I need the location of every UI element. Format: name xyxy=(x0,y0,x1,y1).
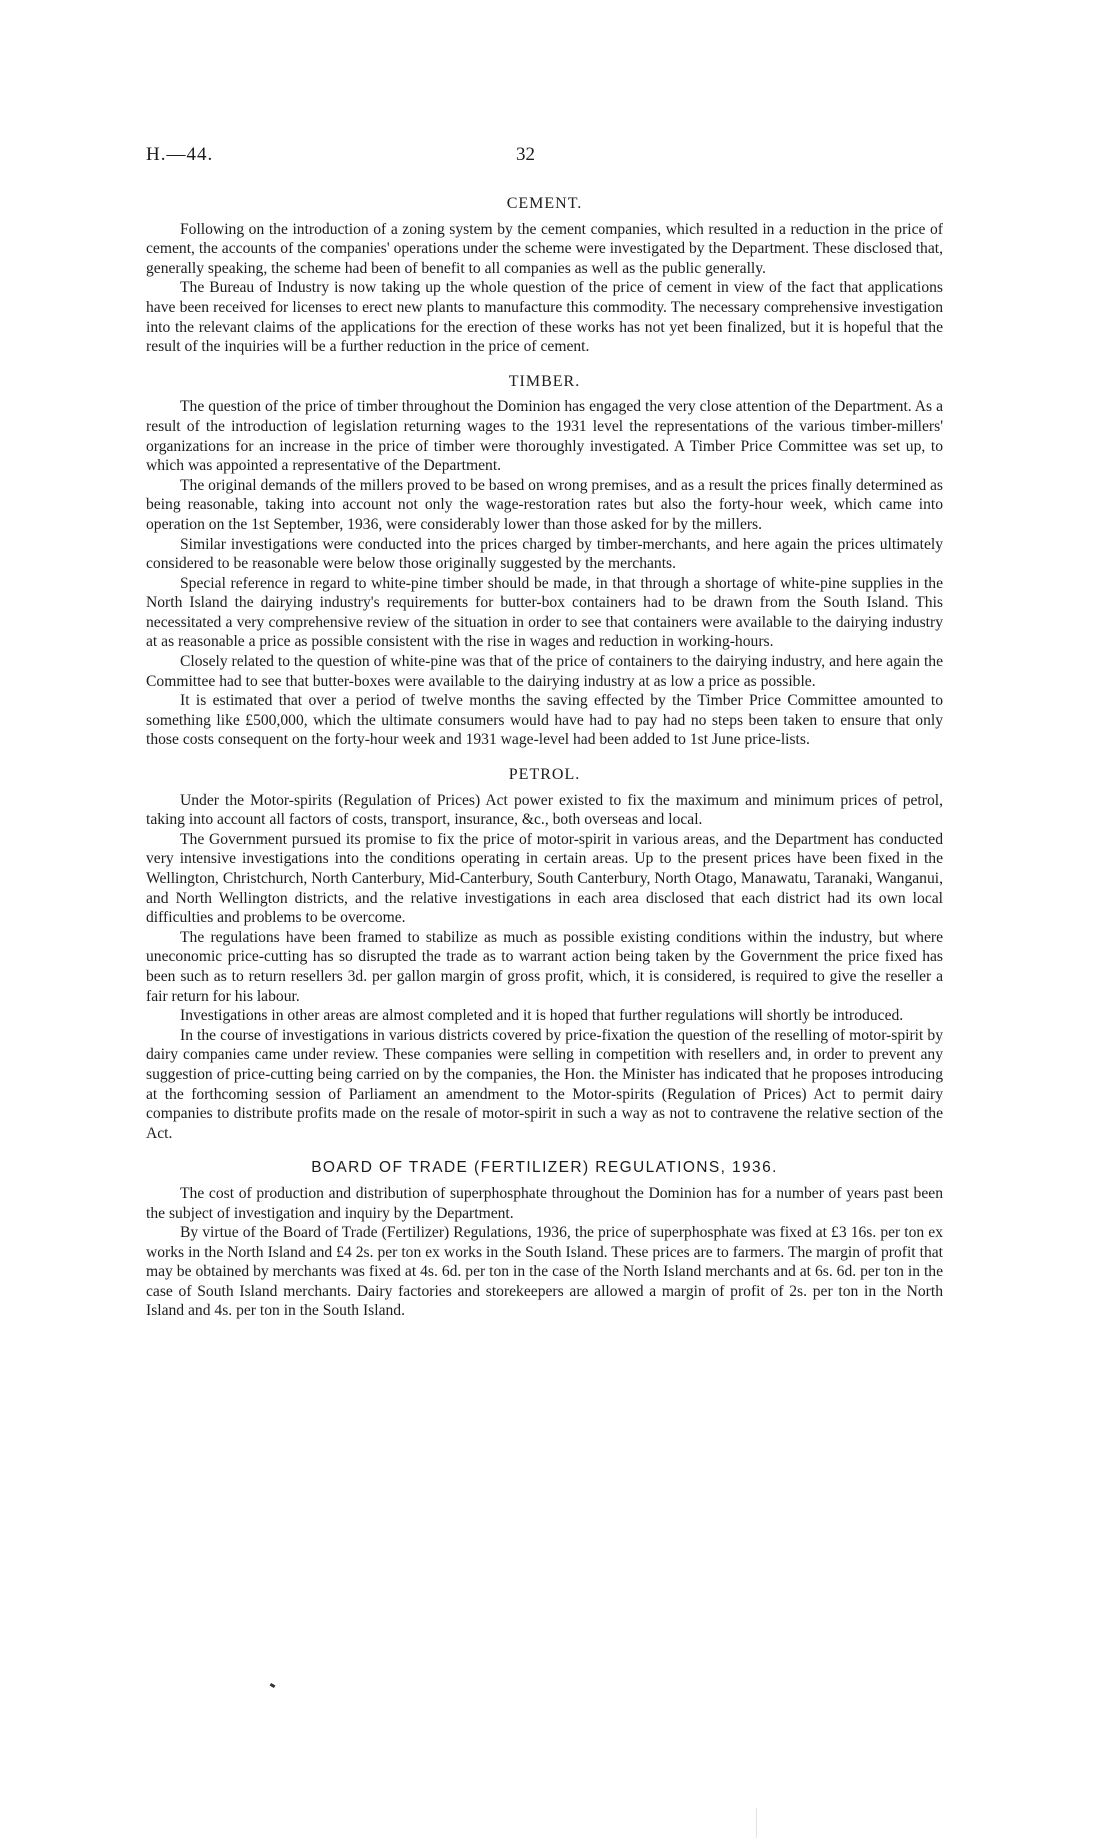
section-timber xyxy=(146,372,943,750)
paragraph: The cost of production and distribution of superphosphate throughout the Dominion has for a number of years past been the subject of investigation and inquiry by the Department. xyxy=(146,1184,943,1222)
paragraph: The Bureau of Industry is now taking up the whole question of the price of cement in view of the fact that applications have been received for licenses to erect new plants to manufacture this commodity. The necessary comprehensive investigation into the relevant claims of the applications for the erection of these works has not yet been finalized, but it is hopeful that the result of the inquiries will be a further reduction in the price of cement. xyxy=(146,279,943,356)
paragraph: Following on the introduction of a zoning system by the cement companies, which resulted in a reduction in the price of cement, the accounts of the companies' operations under the scheme were investigated by the Department. These disclosed that, generally speaking, the scheme had been of benefit to all companies as well as the public generally. xyxy=(146,220,943,277)
paragraph: The question of the price of timber throughout the Dominion has engaged the very close attention of the Department. As a result of the introduction of legislation returning wages to the 1931 level the representations of the various timber-millers' organizations for an increase in the price of timber were thoroughly investigated. A Timber Price Committee was set up, to which was appointed a representative of the Department. xyxy=(146,398,943,475)
paragraph: Closely related to the question of white-pine was that of the price of containers to the dairying industry, and here again the Committee had to see that butter-boxes were available to the dairying industry at as low a price as possible. xyxy=(146,653,943,690)
paragraph: The original demands of the millers proved to be based on wrong premises, and as a result the prices finally determined as being reasonable, taking into account not only the wage-restoration rates but also the forty-hour week, which came into operation on the 1st September, 1936, were considerably lower than those asked for by the millers. xyxy=(146,476,944,533)
paragraph: By virtue of the Board of Trade (Fertilizer) Regulations, 1936, the price of superphosphate was fixed at £3 16s. per ton ex works in the North Island and £4 2s. per ton ex works in the South Island. These prices are to farmers. The margin of profit that may be obtained by merchants was fixed at 4s. 6d. per ton in the case of the North Island merchants and at 6s. 6d. per ton in the case of South Island merchants. Dairy factories and storekeepers are allowed a margin of profit of 2s. per ton in the North Island and 4s. per ton in the South Island. xyxy=(146,1224,943,1320)
paragraph: Under the Motor-spirits (Regulation of Prices) Act power existed to fix the maximum and minimum prices of petrol, taking into account all factors of costs, transport, insurance, &c., both overseas and local. xyxy=(146,791,943,829)
scan-artifact-line xyxy=(756,1808,757,1838)
ink-speck xyxy=(270,1683,276,1688)
section-title: PETROL. xyxy=(508,766,581,784)
section-cement xyxy=(146,194,943,357)
paragraph: Special reference in regard to white-pine timber should be made, in that through a shortage of white-pine supplies in the North Island the dairying industry's requirements for butter-box containers had to be drawn from the South Island. This necessitated a very comprehensive review of the situation in order to see that containers were available to the dairying industry at as reasonable a price as possible consistent with the rise in wages and reduction in working-hours. xyxy=(146,574,943,651)
paragraph: Similar investigations were conducted into the prices charged by timber-merchants, and here again the prices ultimately considered to be reasonable were below those originally suggested by the merchants. xyxy=(146,535,943,573)
section-title: TIMBER. xyxy=(508,372,581,390)
paragraph: Investigations in other areas are almost completed and it is hoped that further regulations will shortly be introduced. xyxy=(180,1007,904,1025)
document-reference: H.—44. xyxy=(146,144,214,165)
section-petrol xyxy=(146,765,943,1143)
page-number: 32 xyxy=(516,144,535,165)
section-title: BOARD OF TRADE (FERTILIZER) REGULATIONS, 1936. xyxy=(311,1159,778,1177)
paragraph: The regulations have been framed to stabilize as much as possible existing conditions within the industry, but where uneconomic price-cutting has so disrupted the trade as to warrant action being taken by the Government the price fixed has been such as to return resellers 3d. per gallon margin of gross profit, which, it is considered, is required to give the reseller a fair return for his labour. xyxy=(146,928,943,1005)
paragraph: The Government pursued its promise to fix the price of motor-spirit in various areas, and the Department has conducted very intensive investigations into the conditions operating in certain areas. Up to the present prices have been fixed in the Wellington, Christchurch, North Canterbury, Mid-Canterbury, South Canterbury, North Otago, Manawatu, Taranaki, Wanganui, and North Wellington districts, and the relative investigations in each area disclosed that each district had its own local difficulties and problems to be overcome. xyxy=(146,830,943,927)
section-title: CEMENT. xyxy=(506,195,583,212)
document-body xyxy=(146,194,943,1336)
paragraph: It is estimated that over a period of twelve months the saving effected by the Timber Price Committee amounted to something like £500,000, which the ultimate consumers would have had to pay had no steps been taken to ensure that only those costs consequent on the forty-hour week and 1931 wage-level had been added to 1st June price-lists. xyxy=(146,692,943,749)
paragraph: In the course of investigations in various districts covered by price-fixation the question of the reselling of motor-spirit by dairy companies came under review. These companies were selling in competition with resellers and, in order to prevent any suggestion of price-cutting being carried on by the companies, the Hon. the Minister has indicated that he proposes introducing at the forthcoming session of Parliament an amendment to the Motor-spirits (Regulation of Prices) Act to permit dairy companies to distribute profits made on the resale of motor-spirit in such a way as not to contravene the relative section of the Act. xyxy=(146,1026,943,1142)
section-fertilizer-regulations xyxy=(146,1158,943,1321)
page-header xyxy=(146,144,946,174)
